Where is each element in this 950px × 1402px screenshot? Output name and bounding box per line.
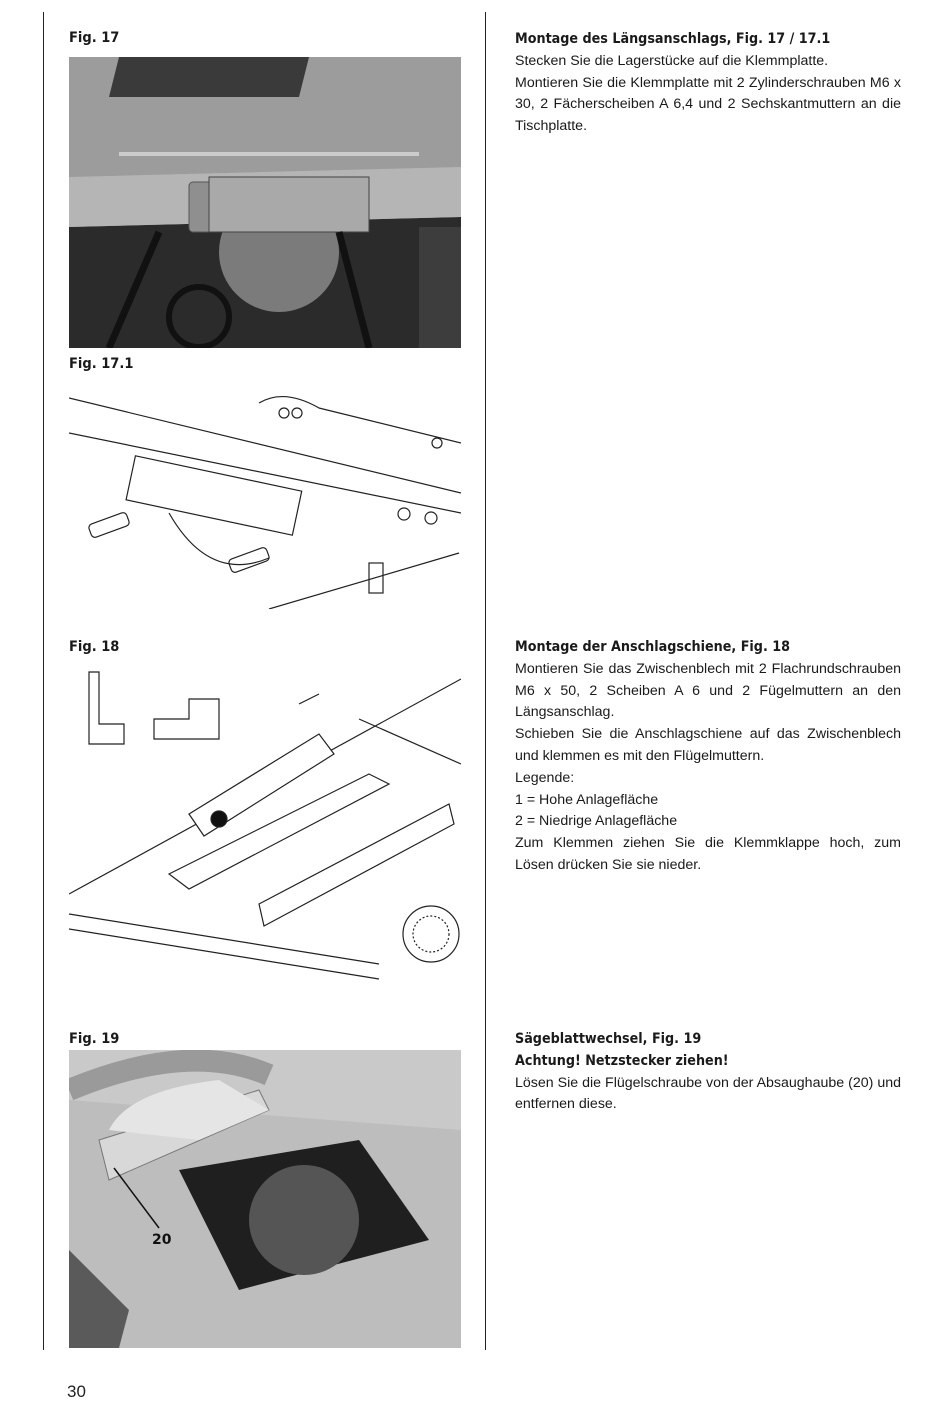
- section-anschlagschiene: [515, 637, 901, 877]
- fig18-drawing: [69, 664, 461, 1000]
- section-title: Montage des Längsanschlags, Fig. 17 / 17.1: [515, 31, 831, 47]
- left-margin-rule: [43, 12, 44, 1350]
- fig17-1-label: Fig. 17.1: [69, 356, 134, 372]
- section-title: Montage der Anschlagschiene, Fig. 18: [515, 639, 790, 655]
- fig19-photo: [69, 1050, 461, 1348]
- section-saegeblattwechsel: [515, 1029, 901, 1116]
- paragraph: Zum Klemmen ziehen Sie die Klemmklappe hoch, zum Lösen drücken Sie sie nieder.: [515, 835, 901, 873]
- fig17-1-drawing: [69, 383, 461, 609]
- paragraph: Montieren Sie das Zwischenblech mit 2 Flachrundschrauben M6 x 50, 2 Scheiben A 6 und 2 Fügelmuttern an den Längsanschlag.: [515, 660, 901, 721]
- column-divider: [485, 12, 486, 1350]
- page-number: 30: [67, 1382, 86, 1401]
- paragraph: 2 = Niedrige Anlagefläche: [515, 813, 678, 830]
- fig19-callout-20: 20: [152, 1232, 172, 1248]
- clamp-plate-line-drawing: [69, 383, 461, 609]
- fig17-label: Fig. 17: [69, 30, 120, 46]
- paragraph: Schieben Sie die Anschlagschiene auf das Zwischenblech und klemmen es mit den Flügelmuttern.: [515, 726, 901, 764]
- paragraph: Stecken Sie die Lagerstücke auf die Klemmplatte.: [515, 52, 829, 69]
- fig19-label: Fig. 19: [69, 1031, 120, 1047]
- warning-text: Achtung! Netzstecker ziehen!: [515, 1052, 729, 1069]
- saw-table-clamp-photo: [69, 57, 461, 348]
- section-laengsanschlag: [515, 29, 901, 138]
- paragraph: Montieren Sie die Klemmplatte mit 2 Zylinderschrauben M6 x 30, 2 Fächerscheiben A 6,4 und 2 Sechskantmuttern an die Tischplatte.: [515, 74, 901, 135]
- paragraph: Lösen Sie die Flügelschraube von der Absaughaube (20) und entfernen diese.: [515, 1074, 901, 1113]
- fig17-photo: [69, 57, 461, 348]
- saw-blade-change-photo: [69, 1050, 461, 1348]
- fig18-label: Fig. 18: [69, 639, 120, 655]
- paragraph: Legende:: [515, 769, 575, 786]
- paragraph: 1 = Hohe Anlagefläche: [515, 791, 659, 808]
- fence-rail-line-drawing: [69, 664, 461, 1000]
- section-title: Sägeblattwechsel, Fig. 19: [515, 1031, 702, 1047]
